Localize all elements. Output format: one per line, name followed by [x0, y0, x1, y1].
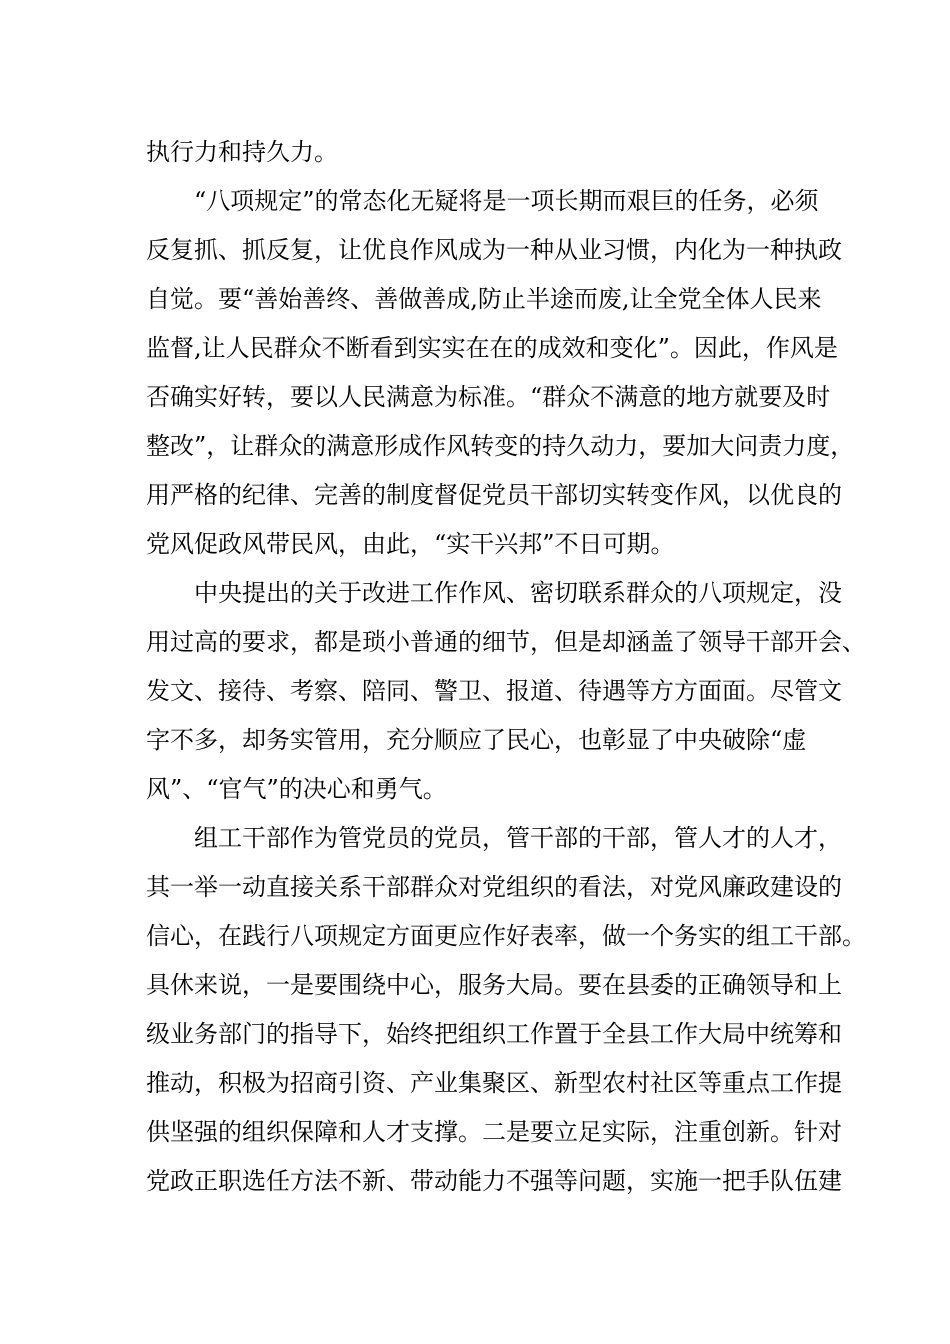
text-line: 监督,让人民群众不断看到实实在在的成效和变化”。因此，作风是 [146, 334, 838, 362]
text-line: 供坚强的组织保障和人才支撑。二是要立足实际，注重创新。针对 [146, 1118, 842, 1146]
text-line: 组工干部作为管党员的党员，管干部的干部，管人才的人才， [194, 824, 842, 852]
text-line: “八项规定”的常态化无疑将是一项长期而艰巨的任务，必须 [194, 187, 819, 215]
text-line: 推动，积极为招商引资、产业集聚区、新型农村社区等重点工作提 [146, 1069, 842, 1097]
text-line: 信心，在践行八项规定方面更应作好表率，做一个务实的组工干部。 [146, 922, 866, 950]
body-text [146, 128, 866, 1206]
text-line: 用过高的要求，都是琐小普通的细节，但是却涵盖了领导干部开会、 [146, 628, 866, 656]
text-line: 级业务部门的指导下，始终把组织工作置于全县工作大局中统筹和 [146, 1020, 842, 1048]
text-line: 反复抓、抓反复，让优良作风成为一种从业习惯，内化为一种执政 [146, 236, 842, 264]
text-line: 自觉。要“善始善终、善做善成,防止半途而废,让全党全体人民来 [146, 285, 822, 313]
text-line: 党风促政风带民风，由此，“实干兴邦”不日可期。 [146, 530, 675, 558]
text-line: 否确实好转，要以人民满意为标准。“群众不满意的地方就要及时 [146, 383, 831, 411]
text-line: 风”、“官气”的决心和勇气。 [146, 775, 447, 803]
text-line: 整改”，让群众的满意形成作风转变的持久动力，要加大问责力度， [146, 432, 855, 460]
text-line: 党政正职选任方法不新、带动能力不强等问题，实施一把手队伍建 [146, 1167, 842, 1195]
text-line: 字不多，却务实管用，充分顺应了民心，也彰显了中央破除“虚 [146, 726, 807, 754]
text-line: 用严格的纪律、完善的制度督促党员干部切实转变作风，以优良的 [146, 481, 842, 509]
text-line: 中央提出的关于改进工作作风、密切联系群众的八项规定，没 [194, 579, 842, 607]
text-line: 具休来说，一是要围绕中心，服务大局。要在县委的正确领导和上 [146, 971, 842, 999]
text-line: 其一举一动直接关系干部群众对党组织的看法，对党风廉政建设的 [146, 873, 842, 901]
text-line: 执行力和持久力。 [146, 138, 338, 166]
text-line: 发文、接待、考察、陪同、警卫、报道、待遇等方方面面。尽管文 [146, 677, 842, 705]
